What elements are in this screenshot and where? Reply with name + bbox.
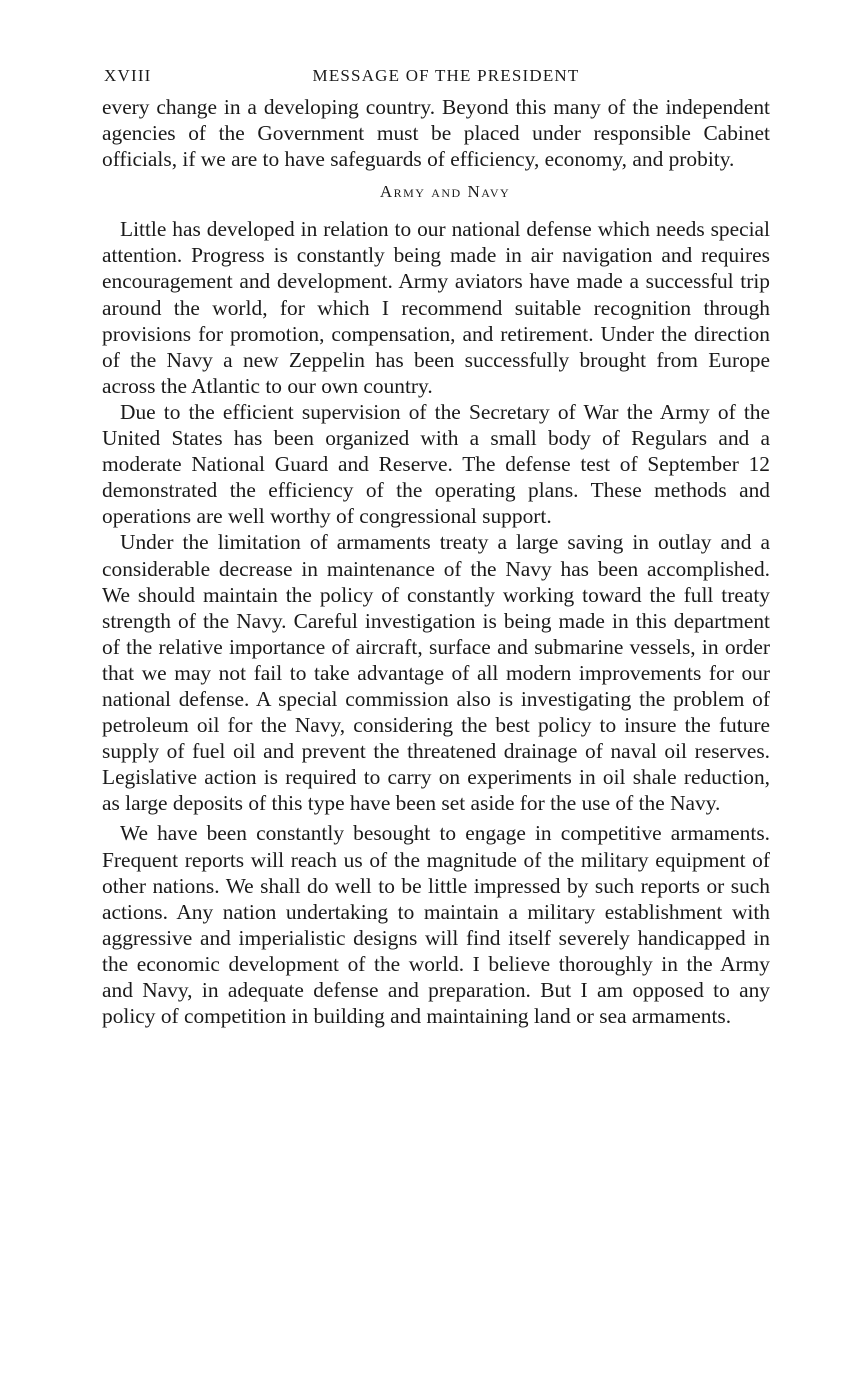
page-number: XVIII [104, 66, 152, 85]
running-title: MESSAGE OF THE PRESIDENT [312, 66, 580, 85]
body-paragraph: We have been constantly besought to engage in competitive armaments. Frequent reports will reach us of the magnitude of the military equipment of other nations. We shall do well to be little impressed by such reports or such actions. Any nation undertaking to maintain a military establishment with aggressive and imperialistic designs will find itself severely handicapped in the economic development of the world. I believe thoroughly in the Army and Navy, in adequate defense and preparation. But I am opposed to any policy of competition in building and maintaining land or sea armaments. [102, 821, 770, 1029]
document-page [102, 62, 770, 1029]
body-paragraph: Due to the efficient supervision of the Secretary of War the Army of the United States has been organized with a small body of Regulars and a moderate National Guard and Reserve. The defense test of September 12 demonstrated the efficiency of the operating plans. These methods and operations are well worthy of congressional support. [102, 399, 770, 529]
body-paragraph: Under the limitation of armaments treaty a large saving in outlay and a considerable decrease in maintenance of the Navy has been accomplished. We should maintain the policy of constantly working toward the full treaty strength of the Navy. Careful investigation is being made in this department of the relative importance of aircraft, surface and submarine vessels, in order that we may not fail to take advantage of all modern improvements for our national defense. A special commission also is investigating the problem of petroleum oil for the Navy, considering the best policy to insure the future supply of fuel oil and prevent the threatened drainage of naval oil reserves. Legislative action is required to carry on experiments in oil shale reduction, as large deposits of this type have been set aside for the use of the Navy. [102, 530, 770, 816]
running-head [102, 62, 770, 92]
body-paragraph: Little has developed in relation to our national defense which needs special attention. Progress is constantly being made in air navigation and requires encouragement and development. Army aviators have made a successful trip around the world, for which I recommend suitable recognition through provisions for promotion, compensation, and retirement. Under the direction of the Navy a new Zeppelin has been successfully brought from Europe across the Atlantic to our own country. [102, 217, 770, 398]
section-heading: Army and Navy [379, 182, 511, 202]
continuation-paragraph: every change in a developing country. Beyond this many of the independent agencies of the Government must be placed under responsible Cabinet officials, if we are to have safeguards of efficiency, economy, and probity. [102, 95, 770, 172]
